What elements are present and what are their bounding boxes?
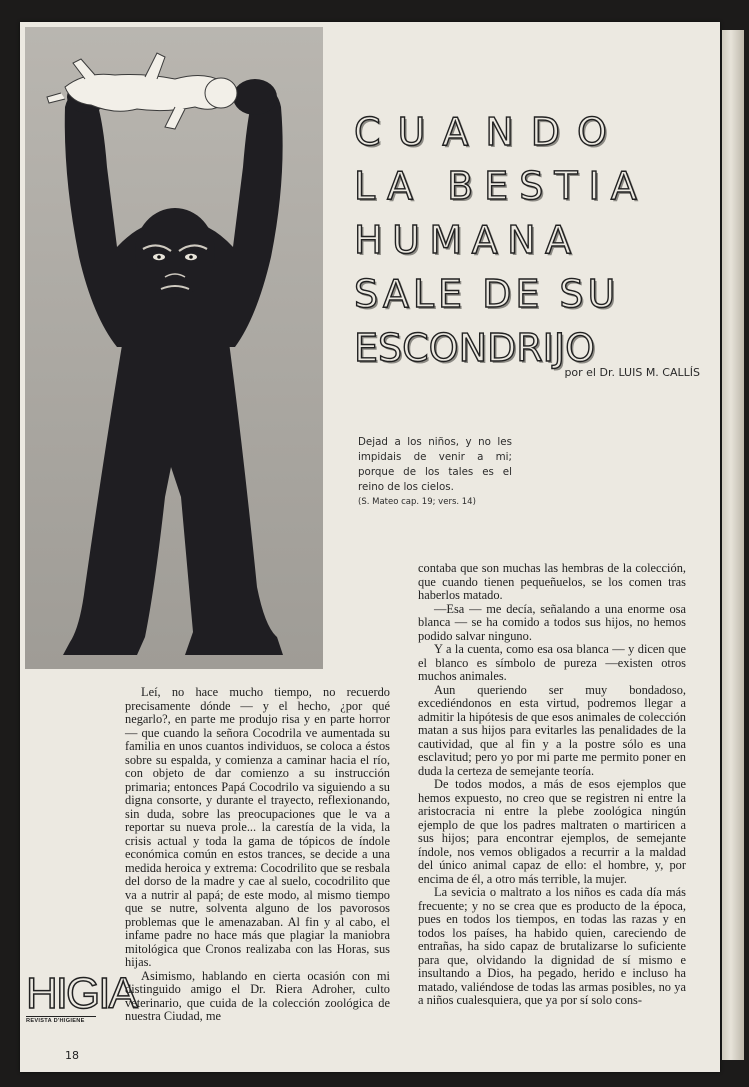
paragraph: Y a la cuenta, como esa osa blanca — y dicen que el blanco es símbolo de pureza —existen otros muchos animales. <box>418 642 686 683</box>
title-line: CUANDO <box>354 110 624 155</box>
epigraph <box>358 435 512 508</box>
logo-word: HIGIA <box>26 969 136 1018</box>
paragraph: Asimismo, hablando en cierta ocasión con mi distinguido amigo el Dr. Riera Adroher, culto veterinario, que cuida de la colección zoológica de nuestra Ciudad, me <box>125 968 390 1023</box>
magazine-page <box>20 22 720 1072</box>
paragraph: contaba que son muchas las hembras de la colección, que cuando tienen pequeñuelos, se los comen tras haberlos matado. <box>418 561 686 602</box>
title-line: LA BESTIA <box>354 164 648 209</box>
logo-subtitle: REVISTA D'HIGIENE <box>26 1016 96 1024</box>
page-number: 18 <box>65 1049 79 1062</box>
paragraph: —Esa — me decía, señalando a una enorme osa blanca — se ha comido a todos sus hijos, no hemos podido salvar ninguno. <box>418 601 686 643</box>
title-line: HUMANA <box>354 218 581 263</box>
paragraph: Leí, no hace mucho tiempo, no recuerdo precisamente dónde — y el hecho, ¿por qué negarlo?, en parte me produjo risa y en parte horror — que cuando la señora Cocodrila ve aumentada su familia en unos cuantos individuos, se coloca a éstos sobre su espalda, y comienza a caminar hacia el río, con objeto de dar comienzo a su instrucción primaria; entonces Papá Cocodrilo va siguiendo a su digna consorte, y durante el trayecto, reflexionando, sin duda, sobre las preocupaciones que le va a reportar su nueva prole... la carestía de la vida, la crisis actual y toda la gama de tópicos de índole económica común en estos trances, se decide a una medida heroica y extrema: Cocodrilito que se resbala del dorso de la madre y cae al suelo, cocodrilito que va a nutrir al papá; de este modo, al mismo tiempo que se nutre, solventa alguno de los pavorosos problemas que le amenazaban. Al fin y al cabo, el infame padre no hace más que plagiar la maniobra mitológica que Cronos realizaba con las Horas, sus hijas. <box>125 685 390 969</box>
brute-holding-baby-illustration <box>25 27 323 669</box>
next-page-edge <box>722 30 744 1060</box>
text-column-right <box>418 562 686 1008</box>
author-byline: por el Dr. LUIS M. CALLÍS <box>564 366 700 379</box>
title-line: ESCONDRIJO <box>354 326 595 371</box>
paragraph: Aun queriendo ser muy bondadoso, excediéndonos en esta virtud, podremos llegar a admitir la hipótesis de que esos animales de colección matan a sus hijos para evitarles las penalidades de la cautividad, que al fin y a la postre sólo es una esclavitud; pero yo por mi parte me permito poner en duda la certeza de semejante teoría. <box>418 682 686 778</box>
paragraph: De todos modos, a más de esos ejemplos que hemos expuesto, no creo que se registren ni entre la aristocracia ni entre la plebe zoológica ningún ejemplo de que los padres maltraten o martiricen a sus hijos; para encontrar ejemplos, de semejante índole, nos vemos obligados a recurrir a la maldad del único animal capaz de ello: el hombre, y, por encima de él, a otro más terrible, la mujer. <box>418 777 686 886</box>
text-column-left <box>125 686 390 1024</box>
epigraph-reference: (S. Mateo cap. 19; vers. 14) <box>358 497 476 507</box>
epigraph-text: Dejad a los niños, y no les impidais de venir a mi; porque de los tales es el reino de los cielos. <box>358 436 512 493</box>
paragraph: La sevicia o maltrato a los niños es cada día más frecuente; y no se crea que es producto de la época, pues en todos los tiempos, en todas las razas y en todos los países, ha habido quien, careciendo de entrañas, ha sido capaz de brutalizarse lo suficiente para que, olvidando la dignidad de sí mismo e insultando a Dios, ha pegado, herido e incluso ha matado, valiéndose de todas las armas posibles, no ya a niños cualesquiera, que ya por sí solo cons- <box>418 885 686 1007</box>
higia-logo <box>26 969 136 1040</box>
title-line: SALE DE SU <box>354 272 620 317</box>
illustration-panel <box>25 27 323 669</box>
article-title <box>354 105 648 375</box>
